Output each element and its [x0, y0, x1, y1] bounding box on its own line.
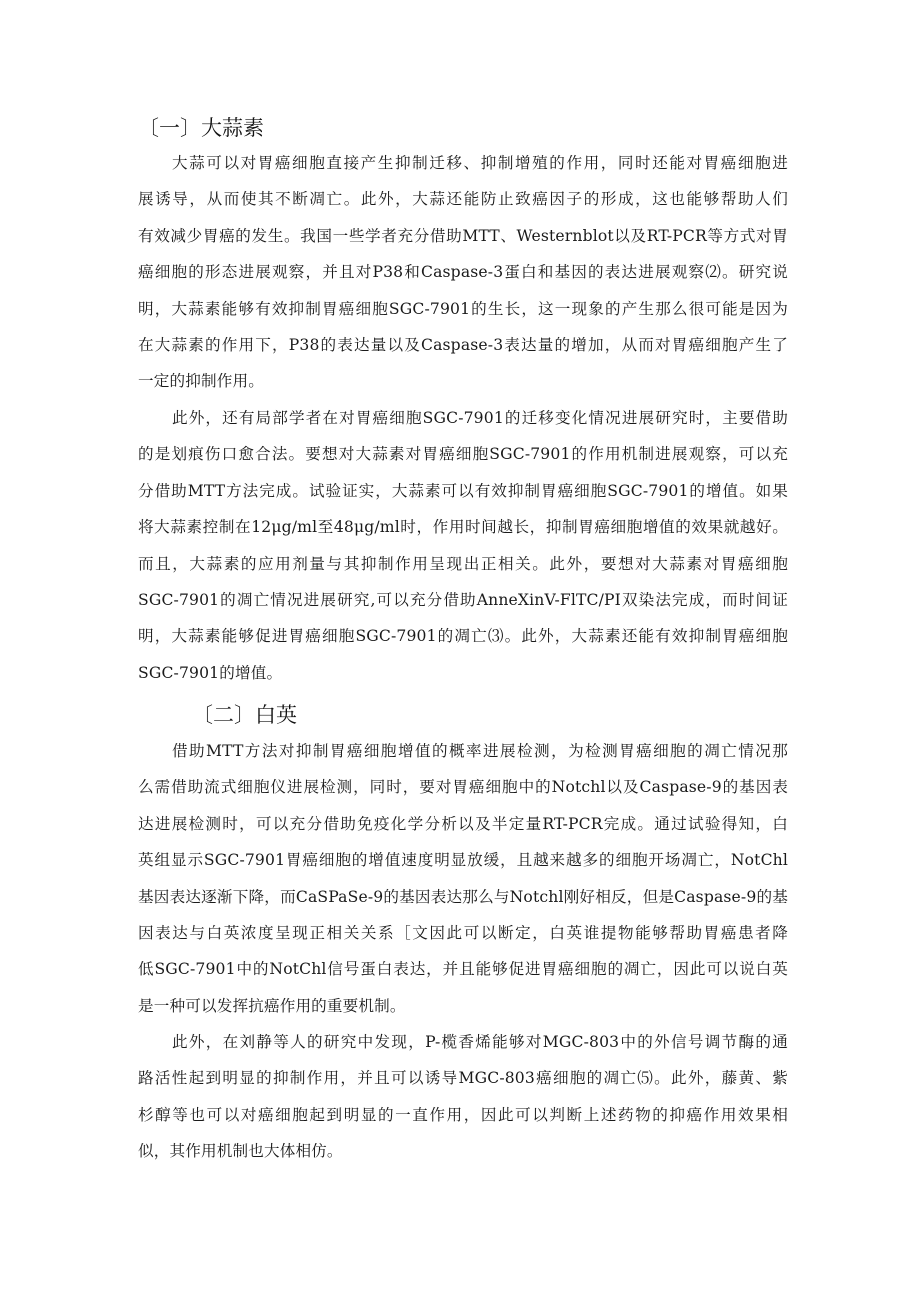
- text-line: 将大蒜素控制在12μg∕ml至48μg∕ml时，作用时间越长，抑制胃癌细胞增值的效果就越好。: [138, 518, 788, 537]
- text-line: 因表达与白英浓度呈现正相关关系［文因此可以断定，白英谁提物能够帮助胃癌患者降: [138, 923, 788, 942]
- section-2-paragraph-1: [138, 733, 788, 1024]
- text-line: 一定的抑制作用。: [138, 372, 264, 391]
- section-1-heading: 〔一〕大蒜素: [138, 116, 264, 140]
- text-line: 大蒜可以对胃癌细胞直接产生抑制迁移、抑制增殖的作用，同时还能对胃癌细胞进: [172, 154, 788, 172]
- text-line: 在大蒜素的作用下，P38的表达量以及Caspase-3表达量的增加，从而对胃癌细胞产生了: [138, 335, 788, 354]
- section-2-heading: 〔二〕白英: [192, 703, 297, 727]
- text-line: 似，其作用机制也大体相仿。: [138, 1142, 343, 1161]
- text-line: 英组显示SGC-7901胃癌细胞的增值速度明显放缓，且越来越多的细胞开场凋亡，NotChl: [138, 851, 788, 870]
- text-line: 明，大蒜素能够有效抑制胃癌细胞SGC-7901的生长，这一现象的产生那么很可能是因为: [138, 299, 788, 318]
- text-line: 分借助MTT方法完成。试验证实，大蒜素可以有效抑制胃癌细胞SGC-7901的增值。如果: [138, 481, 788, 500]
- text-line: 借助MTT方法对抑制胃癌细胞增值的概率进展检测，为检测胃癌细胞的凋亡情况那: [172, 742, 788, 760]
- text-line: SGC-7901的凋亡情况进展研究,可以充分借助AnneXinV-FlTC/PI双染法完成，而时间证: [138, 590, 788, 609]
- section-1-paragraph-2: [138, 400, 788, 691]
- text-line: 基因表达逐渐下降，而CaSPaSe-9的基因表达那么与Notchl刚好相反，但是Caspase-9的基: [138, 887, 788, 906]
- text-line: 明，大蒜素能够促进胃癌细胞SGC-7901的凋亡⑶。此外，大蒜素还能有效抑制胃癌细胞: [138, 627, 788, 646]
- text-line: SGC-7901的增值。: [138, 663, 283, 682]
- section-2-paragraph-2: [138, 1024, 788, 1170]
- text-line: 癌细胞的形态进展观察，并且对P38和Caspase-3蛋白和基因的表达进展观察⑵。研究说: [138, 263, 788, 282]
- text-line: 杉醇等也可以对癌细胞起到明显的一直作用，因此可以判断上述药物的抑癌作用效果相: [138, 1105, 788, 1124]
- text-line: 而且，大蒜素的应用剂量与其抑制作用呈现出正相关。此外，要想对大蒜素对胃癌细胞: [138, 554, 788, 573]
- text-line: 有效减少胃癌的发生。我国一些学者充分借助MTT、Westernblot以及RT-PCR等方式对胃: [138, 226, 788, 245]
- text-line: 是一种可以发挥抗癌作用的重要机制。: [138, 996, 406, 1015]
- text-line: 此外，在刘静等人的研究中发现，P-榄香烯能够对MGC-803中的外信号调节酶的通: [172, 1033, 788, 1051]
- section-1-paragraph-1: [138, 145, 788, 400]
- text-line: 的是划痕伤口愈合法。要想对大蒜素对胃癌细胞SGC-7901的作用机制进展观察，可以充: [138, 445, 788, 464]
- text-line: 路活性起到明显的抑制作用，并且可以诱导MGC-803癌细胞的凋亡⑸。此外，藤黄、紫: [138, 1069, 788, 1088]
- text-line: 达进展检测时，可以充分借助免疫化学分析以及半定量RT-PCR完成。通过试验得知，白: [138, 814, 788, 833]
- text-line: 展诱导，从而使其不断凋亡。此外，大蒜还能防止致癌因子的形成，这也能够帮助人们: [138, 190, 788, 209]
- text-line: 此外，还有局部学者在对胃癌细胞SGC-7901的迁移变化情况进展研究时，主要借助: [172, 409, 788, 427]
- text-line: 低SGC-7901中的NotChl信号蛋白表达，并且能够促进胃癌细胞的凋亡，因此可以说白英: [138, 960, 788, 979]
- text-line: 么需借助流式细胞仪进展检测，同时，要对胃癌细胞中的Notchl以及Caspase-9的基因表: [138, 778, 788, 797]
